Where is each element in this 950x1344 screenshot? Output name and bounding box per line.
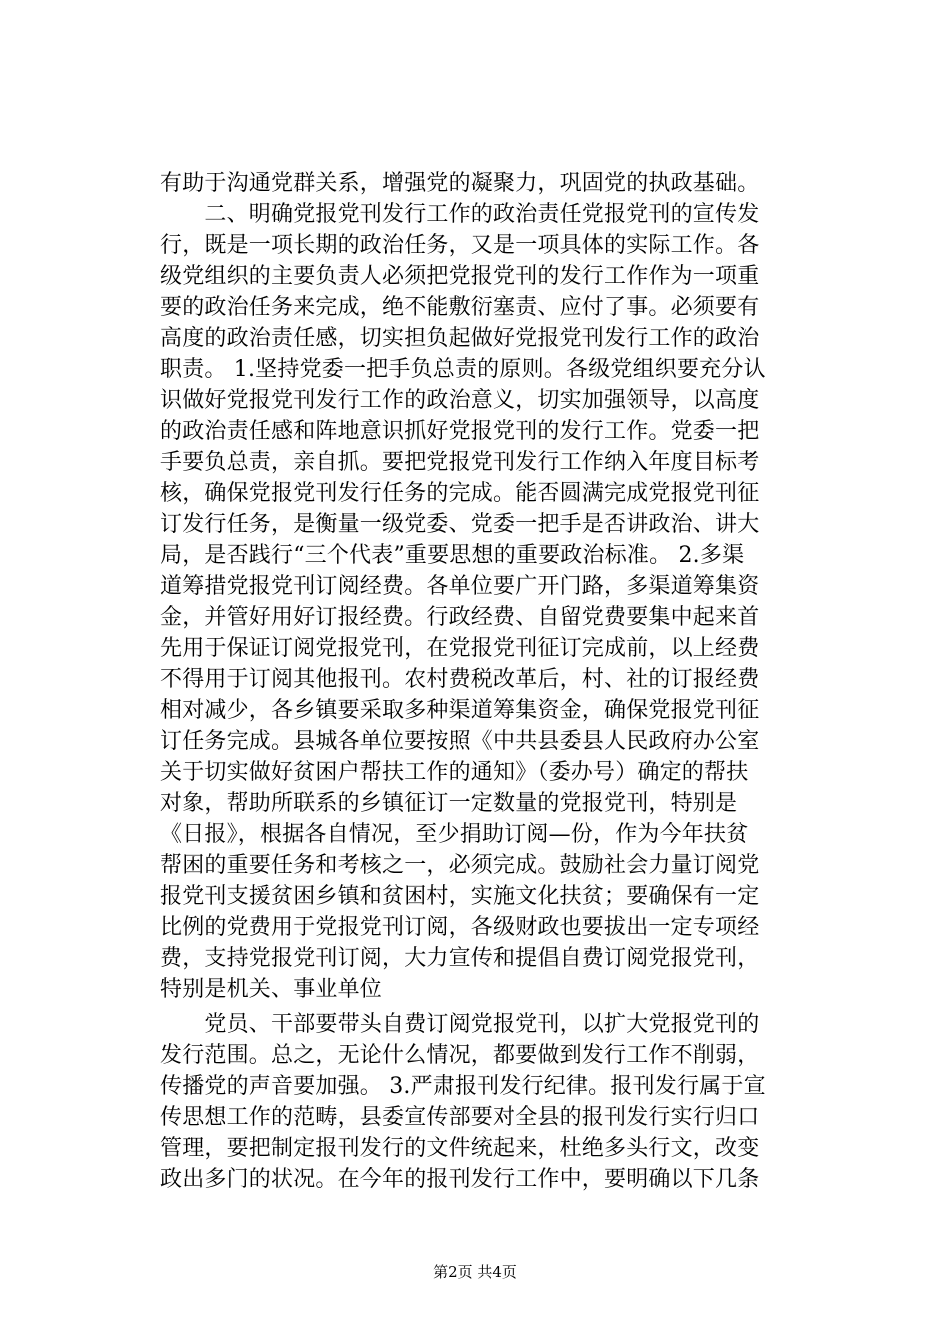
text-line: 费，支持党报党刊订阅，大力宣传和提倡自费订阅党报党刊， <box>160 946 760 971</box>
text-line: 二、明确党报党刊发行工作的政治责任党报党刊的宣传发 <box>160 202 760 227</box>
text-line: 手要负总责，亲自抓。要把党报党刊发行工作纳入年度目标考 <box>160 450 760 475</box>
text-line: 特别是机关、事业单位 <box>160 977 383 1002</box>
text-line: 管理，要把制定报刊发行的文件统起来，杜绝多头行文，改变 <box>160 1136 760 1161</box>
text-line: 报党刊支援贫困乡镇和贫困村，实施文化扶贫；要确保有一定 <box>160 884 760 909</box>
text-line: 先用于保证订阅党报党刊，在党报党刊征订完成前，以上经费 <box>160 636 760 661</box>
text-line: 识做好党报党刊发行工作的政治意义，切实加强领导，以高度 <box>160 388 760 413</box>
text-line: 发行范围。总之，无论什么情况，都要做到发行工作不削弱， <box>160 1043 760 1068</box>
text-line: 级党组织的主要负责人必须把党报党刊的发行工作作为一项重 <box>160 264 760 289</box>
text-line: 高度的政治责任感，切实担负起做好党报党刊发行工作的政治 <box>160 326 760 351</box>
text-line: 传思想工作的范畴，县委宣传部要对全县的报刊发行实行归口 <box>160 1105 760 1130</box>
text-line: 相对减少，各乡镇要采取多种渠道筹集资金，确保党报党刊征 <box>160 698 760 723</box>
text-line: 关于切实做好贫困户帮扶工作的通知》（委办号）确定的帮扶 <box>160 760 749 785</box>
text-line: 不得用于订阅其他报刊。农村费税改革后，村、社的订报经费 <box>160 667 760 692</box>
text-line: 帮困的重要任务和考核之一，必须完成。鼓励社会力量订阅党 <box>160 853 760 878</box>
text-line: 的政治责任感和阵地意识抓好党报党刊的发行工作。党委一把 <box>160 419 760 444</box>
text-line: 订任务完成。县城各单位要按照《中共县委县人民政府办公室 <box>160 729 760 754</box>
text-line: 核，确保党报党刊发行任务的完成。能否圆满完成党报党刊征 <box>160 481 760 506</box>
text-line: 传播党的声音要加强。 3.严肃报刊发行纪律。报刊发行属于宣 <box>160 1074 766 1099</box>
text-line: 要的政治任务来完成，绝不能敷衍塞责、应付了事。必须要有 <box>160 295 760 320</box>
text-line: 党员、干部要带头自费订阅党报党刊，以扩大党报党刊的 <box>160 1012 760 1037</box>
page-footer <box>0 1262 950 1282</box>
text-line: 金，并管好用好订报经费。行政经费、自留党费要集中起来首 <box>160 605 760 630</box>
text-line: 对象，帮助所联系的乡镇征订一定数量的党报党刊，特别是 <box>160 791 738 816</box>
text-line: 有助于沟通党群关系，增强党的凝聚力，巩固党的执政基础。 <box>160 171 760 196</box>
body-text <box>160 168 800 1195</box>
text-line: 道筹措党报党刊订阅经费。各单位要广开门路，多渠道筹集资 <box>160 574 760 599</box>
text-line: 行，既是一项长期的政治任务，又是一项具体的实际工作。各 <box>160 233 760 258</box>
page-number-label: 第2页 共4页 <box>433 1263 517 1281</box>
text-line: 订发行任务，是衡量一级党委、党委一把手是否讲政治、讲大 <box>160 512 760 537</box>
text-line: 局，是否践行“三个代表”重要思想的重要政治标准。 2.多渠 <box>160 543 745 568</box>
text-line: 《日报》，根据各自情况，至少捐助订阅—份，作为今年扶贫 <box>160 822 749 847</box>
text-line: 比例的党费用于党报党刊订阅，各级财政也要拔出一定专项经 <box>160 915 760 940</box>
text-line: 职责。 1.坚持党委一把手负总责的原则。各级党组织要充分认 <box>160 357 766 382</box>
text-line: 政出多门的状况。在今年的报刊发行工作中，要明确以下几条 <box>160 1167 760 1192</box>
